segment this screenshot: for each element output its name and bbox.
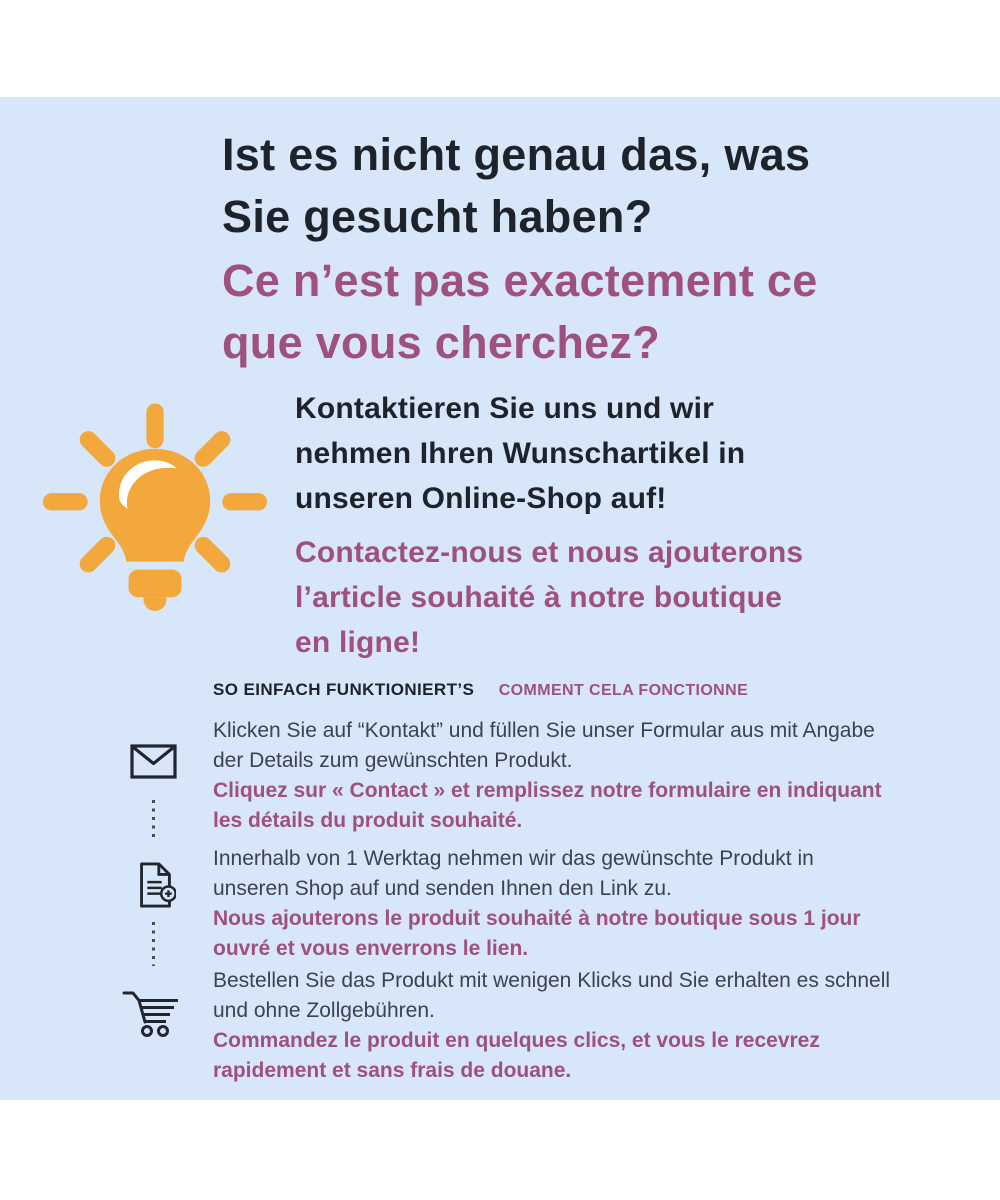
step-3-german: Bestellen Sie das Produkt mit wenigen Klicks und Sie erhalten es schnell und ohne Zollgebühren. bbox=[213, 969, 891, 1022]
how-it-works-french: COMMENT CELA FONCTIONNE bbox=[498, 682, 749, 699]
step-1-text bbox=[213, 716, 882, 836]
dotted-connector-2 bbox=[152, 922, 155, 966]
step-1-french: Cliquez sur « Contact » et remplissez notre formulaire en indiquant les détails du produit souhaité. bbox=[213, 779, 882, 832]
how-it-works-header bbox=[213, 680, 748, 700]
step-3-french: Commandez le produit en quelques clics, et vous le recevrez rapidement et sans frais de douane. bbox=[213, 1029, 820, 1082]
intro-text bbox=[295, 386, 803, 665]
envelope-icon bbox=[130, 744, 177, 779]
shopping-cart-icon bbox=[121, 988, 181, 1038]
step-2-text bbox=[213, 844, 861, 964]
intro-german: Kontaktieren Sie uns und wir nehmen Ihren Wunschartikel in unseren Online-Shop auf! bbox=[295, 392, 746, 515]
dotted-connector-1 bbox=[152, 800, 155, 840]
lightbulb-icon bbox=[40, 396, 270, 626]
step-2-french: Nous ajouterons le produit souhaité à notre boutique sous 1 jour ouvré et vous enverrons le lien. bbox=[213, 907, 861, 960]
step-1-german: Klicken Sie auf “Kontakt” und füllen Sie unser Formular aus mit Angabe der Details zum gewünschten Produkt. bbox=[213, 719, 875, 772]
page-title bbox=[222, 124, 818, 374]
step-3-text bbox=[213, 966, 890, 1086]
intro-french: Contactez-nous et nous ajouterons l’article souhaité à notre boutique en ligne! bbox=[295, 536, 804, 659]
step-2-german: Innerhalb von 1 Werktag nehmen wir das gewünschte Produkt in unseren Shop auf und senden Ihnen den Link zu. bbox=[213, 847, 814, 900]
page-title-german: Ist es nicht genau das, was Sie gesucht haben? bbox=[222, 129, 811, 242]
page-title-french: Ce n’est pas exactement ce que vous cherchez? bbox=[222, 255, 818, 368]
document-add-icon bbox=[134, 861, 176, 909]
how-it-works-german: SO EINFACH FUNKTIONIERT’S bbox=[213, 680, 475, 699]
